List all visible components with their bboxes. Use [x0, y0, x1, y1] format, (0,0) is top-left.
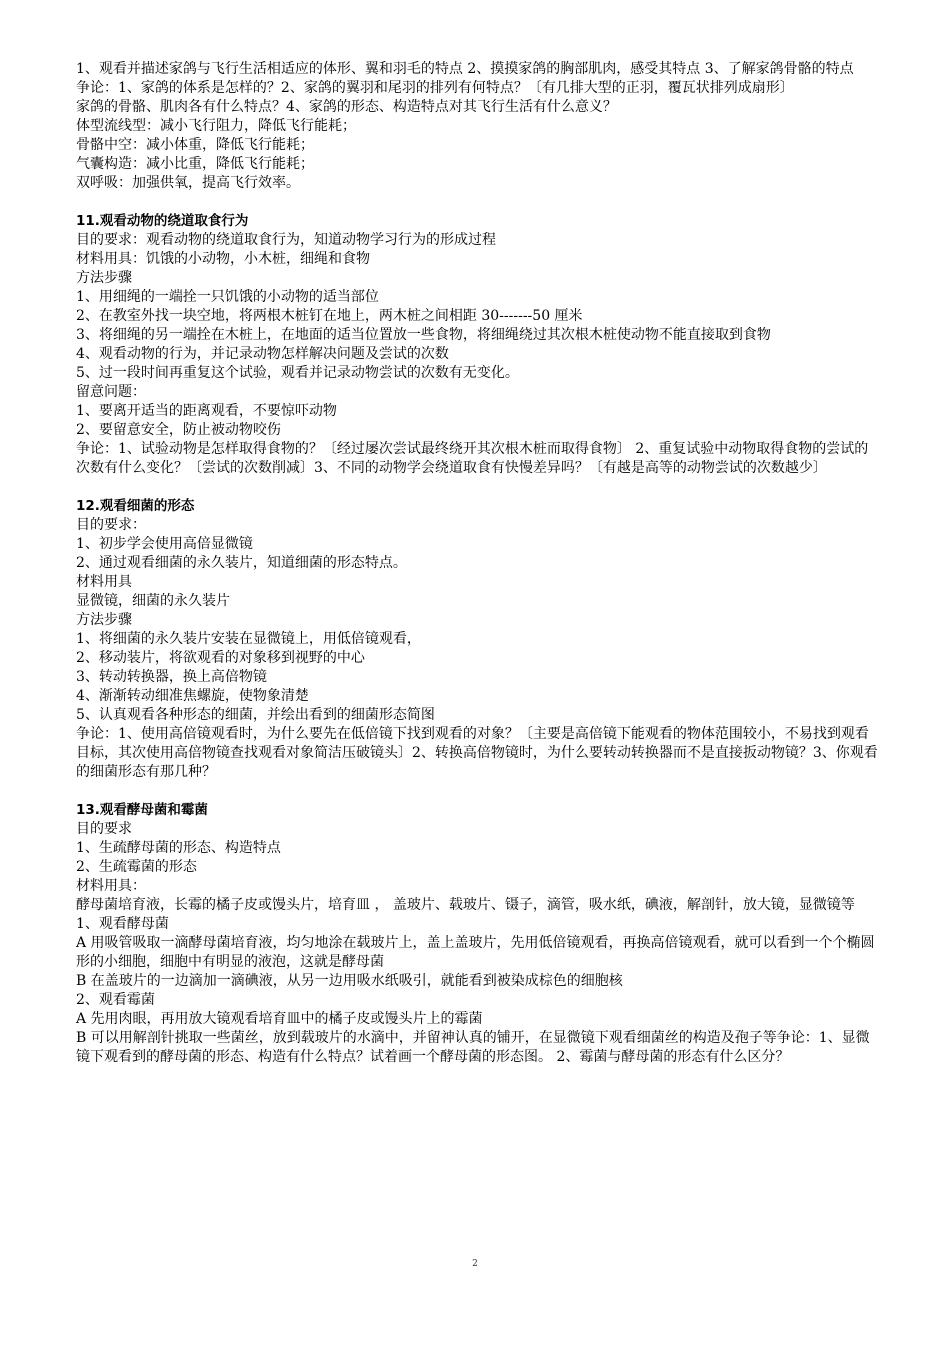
pigeon-point: 体型流线型：减小飞行阻力，降低飞行能耗；	[76, 118, 356, 134]
section-13-mold-label: 2、观看霉菌	[76, 992, 155, 1008]
section-12-step: 2、移动装片，将欲观看的对象移到视野的中心	[76, 650, 365, 666]
section-13-yeast-label: 1、观看酵母菌	[76, 916, 169, 932]
section-11-step: 2、在教室外找一块空地，将两根木桩钉在地上，两木桩之间相距 30-------50 厘米	[76, 308, 583, 324]
section-11	[76, 212, 882, 478]
section-11-step: 4、观看动物的行为，并记录动物怎样解决问题及尝试的次数	[76, 346, 449, 362]
section-12-discussion: 争论：1、使用高倍镜观看时，为什么要先在低倍镜下找到观看的对象？〔主要是高倍镜下能观看的物体范围较小，不易找到观看目标，其次使用高倍物镜查找观看对象简洁压破镜头〕2、转换高倍物镜时，为什么要转动转换器而不是直接扳动物镜？3、你观看的细菌形态有那几种？	[76, 726, 878, 780]
section-11-discussion: 争论：1、试验动物是怎样取得食物的？〔经过屡次尝试最终绕开其次根木桩而取得食物〕 2、重复试验中动物取得食物的尝试的次数有什么变化？〔尝试的次数削减〕3、不同的动物学会绕道取食有快慢差异吗？〔有越是高等的动物尝试的次数越少〕	[76, 441, 869, 476]
section-12	[76, 497, 882, 782]
section-11-notes-label: 留意问题：	[76, 384, 146, 400]
section-12-step: 5、认真观看各种形态的细菌，并绘出看到的细菌形态简图	[76, 707, 435, 723]
page-number: 2	[472, 1259, 478, 1269]
section-13-goal-label: 目的要求	[76, 821, 132, 837]
section-13-yeast-step-b: B 在盖玻片的一边滴加一滴碘液，从另一边用吸水纸吸引，就能看到被染成棕色的细胞核	[76, 973, 623, 989]
section-12-materials: 显微镜，细菌的永久装片	[76, 593, 230, 609]
section-13-materials-label: 材料用具：	[76, 878, 146, 894]
pigeon-discussion: 争论：1、家鸽的体系是怎样的？2、家鸽的翼羽和尾羽的排列有何特点？〔有几排大型的正羽，覆瓦状排列成扇形〕	[76, 80, 794, 96]
section-12-goal-label: 目的要求：	[76, 517, 146, 533]
section-11-title: 11.观看动物的绕道取食行为	[76, 213, 249, 229]
section-11-step: 1、用细绳的一端拴一只饥饿的小动物的适当部位	[76, 289, 379, 305]
document-page	[76, 60, 882, 1067]
section-13-yeast-step-a: A 用吸管吸取一滴酵母菌培育液，均匀地涂在载玻片上，盖上盖玻片，先用低倍镜观看，再换高倍镜观看，就可以看到一个个椭圆形的小细胞，细胞中有明显的液泡，这就是酵母菌	[76, 935, 875, 970]
section-13-mold-step-a: A 先用肉眼，再用放大镜观看培育皿中的橘子皮或馒头片上的霉菌	[76, 1011, 483, 1027]
section-11-method-label: 方法步骤	[76, 270, 132, 286]
section-12-title: 12.观看细菌的形态	[76, 498, 195, 514]
section-12-step: 1、将细菌的永久装片安装在显微镜上，用低倍镜观看，	[76, 631, 421, 647]
pigeon-section	[76, 60, 882, 193]
section-13-goal: 1、生疏酵母菌的形态、构造特点	[76, 840, 281, 856]
section-11-note: 2、要留意安全，防止被动物咬伤	[76, 422, 281, 438]
pigeon-point: 骨骼中空：减小体重，降低飞行能耗；	[76, 137, 314, 153]
section-13-mold-step-b: B 可以用解剖针挑取一些菌丝，放到载玻片的水滴中，并留神认真的铺开，在显微镜下观看细菌丝的构造及孢子等争论：1、显微镜下观看到的酵母菌的形态、构造有什么特点？试着画一个酵母菌的形态图。 2、霉菌与酵母菌的形态有什么区分？	[76, 1030, 870, 1065]
section-13-materials: 酵母菌培育液，长霉的橘子皮或馒头片，培育皿 ， 盖玻片、载玻片、镊子，滴管，吸水纸，碘液，解剖针，放大镜，显微镜等	[76, 897, 855, 913]
section-11-step: 5、过一段时间再重复这个试验，观看并记录动物尝试的次数有无变化。	[76, 365, 519, 381]
pigeon-point: 气囊构造：减小比重，降低飞行能耗；	[76, 156, 314, 172]
section-13-title: 13.观看酵母菌和霉菌	[76, 802, 208, 818]
pigeon-discussion-cont: 家鸽的骨骼、肌肉各有什么特点？4、家鸽的形态、构造特点对其飞行生活有什么意义？	[76, 99, 617, 115]
section-11-note: 1、要离开适当的距离观看，不要惊吓动物	[76, 403, 337, 419]
section-12-materials-label: 材料用具	[76, 574, 132, 590]
section-11-goal: 目的要求：观看动物的绕道取食行为，知道动物学习行为的形成过程	[76, 232, 496, 248]
pigeon-steps: 1、观看并描述家鸽与飞行生活相适应的体形、翼和羽毛的特点 2、摸摸家鸽的胸部肌肉，感受其特点 3、了解家鸽骨骼的特点	[76, 61, 854, 77]
section-12-goal: 1、初步学会使用高倍显微镜	[76, 536, 253, 552]
section-12-method-label: 方法步骤	[76, 612, 132, 628]
section-12-step: 4、渐渐转动细准焦螺旋，使物象清楚	[76, 688, 309, 704]
section-12-step: 3、转动转换器，换上高倍物镜	[76, 669, 267, 685]
pigeon-point: 双呼吸：加强供氧，提高飞行效率。	[76, 175, 300, 191]
section-11-materials: 材料用具：饥饿的小动物，小木桩，细绳和食物	[76, 251, 370, 267]
section-11-step: 3、将细绳的另一端拴在木桩上，在地面的适当位置放一些食物，将细绳绕过其次根木桩使动物不能直接取到食物	[76, 327, 771, 343]
section-13	[76, 801, 882, 1067]
section-13-goal: 2、生疏霉菌的形态	[76, 859, 197, 875]
section-12-goal: 2、通过观看细菌的永久装片，知道细菌的形态特点。	[76, 555, 407, 571]
